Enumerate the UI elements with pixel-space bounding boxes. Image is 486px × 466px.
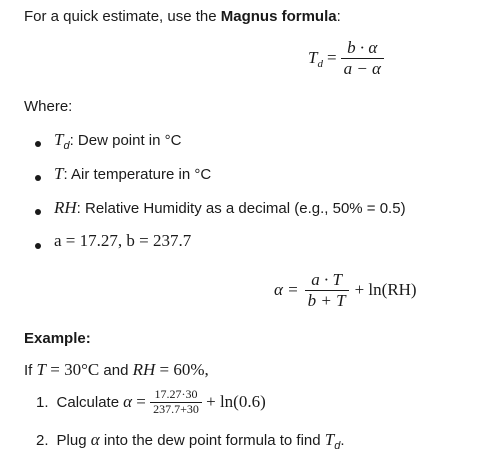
intro-prefix: For a quick estimate, use the — [24, 8, 221, 25]
bullet — [35, 175, 41, 181]
intro-suffix: : — [336, 8, 341, 25]
formula-denominator: a − α — [343, 58, 381, 78]
definition-constants: a = 17.27, b = 237.7 — [54, 231, 192, 250]
step-eq: = — [132, 392, 151, 412]
example-if: If — [24, 362, 37, 379]
bullet — [35, 209, 41, 215]
example-t: T — [36, 360, 46, 379]
step-text-2: into the dew point formula to find — [99, 432, 325, 449]
alpha-formula — [274, 270, 417, 310]
def-text: : Dew point in °C — [69, 132, 182, 149]
formula-numerator: b · α — [347, 38, 378, 57]
def-symbol: RH — [54, 198, 77, 217]
example-condition — [24, 360, 209, 380]
step-tail: + ln(0.6) — [201, 392, 266, 412]
def-text: : Relative Humidity as a decimal (e.g., 50% = 0.5) — [76, 200, 406, 217]
formula-lhs: T — [308, 48, 318, 68]
def-symbol: T — [54, 130, 64, 149]
alpha-numerator: a · T — [311, 270, 342, 289]
example-t-eq: = 30°C — [45, 360, 100, 379]
bullet — [35, 141, 41, 147]
intro-line — [24, 8, 341, 25]
example-step-1 — [36, 388, 266, 417]
step-t: T — [324, 430, 335, 449]
dewpoint-formula — [308, 38, 384, 78]
where-label: Where: — [24, 98, 73, 115]
formula-equals: = — [326, 48, 337, 68]
formula-fraction — [341, 38, 384, 78]
step-text: Plug — [56, 432, 91, 449]
example-step-2 — [36, 430, 345, 450]
intro-bold-term: Magnus formula — [220, 8, 337, 25]
example-label: Example: — [24, 330, 91, 347]
step-number: 1. — [36, 393, 49, 411]
definition-dewpoint — [54, 130, 181, 150]
alpha-denominator: b + T — [307, 290, 346, 310]
step-text: Calculate — [56, 393, 120, 411]
definition-rh — [54, 198, 406, 218]
def-symbol-sub: d — [63, 140, 70, 152]
def-symbol: T — [54, 164, 64, 183]
step-end: . — [340, 432, 345, 449]
formula-lhs-sub: d — [317, 58, 323, 71]
alpha-tail: + ln(RH) — [354, 280, 417, 300]
step-frac-den: 237.7+30 — [153, 401, 199, 416]
bullet — [35, 243, 41, 249]
step-number: 2. — [36, 432, 49, 449]
example-and: and — [99, 362, 133, 379]
definition-air-temp — [54, 164, 211, 184]
step-frac-num: 17.27·30 — [154, 387, 198, 401]
step-t-sub: d — [334, 440, 341, 452]
alpha-fraction — [305, 270, 349, 310]
def-text: : Air temperature in °C — [63, 166, 212, 183]
step-alpha: α — [123, 392, 132, 412]
alpha-lhs: α = — [274, 280, 299, 300]
example-rh: RH — [132, 360, 156, 379]
example-rh-eq: = 60%, — [155, 360, 209, 379]
step-alpha: α — [90, 430, 100, 449]
step-fraction — [150, 388, 202, 417]
